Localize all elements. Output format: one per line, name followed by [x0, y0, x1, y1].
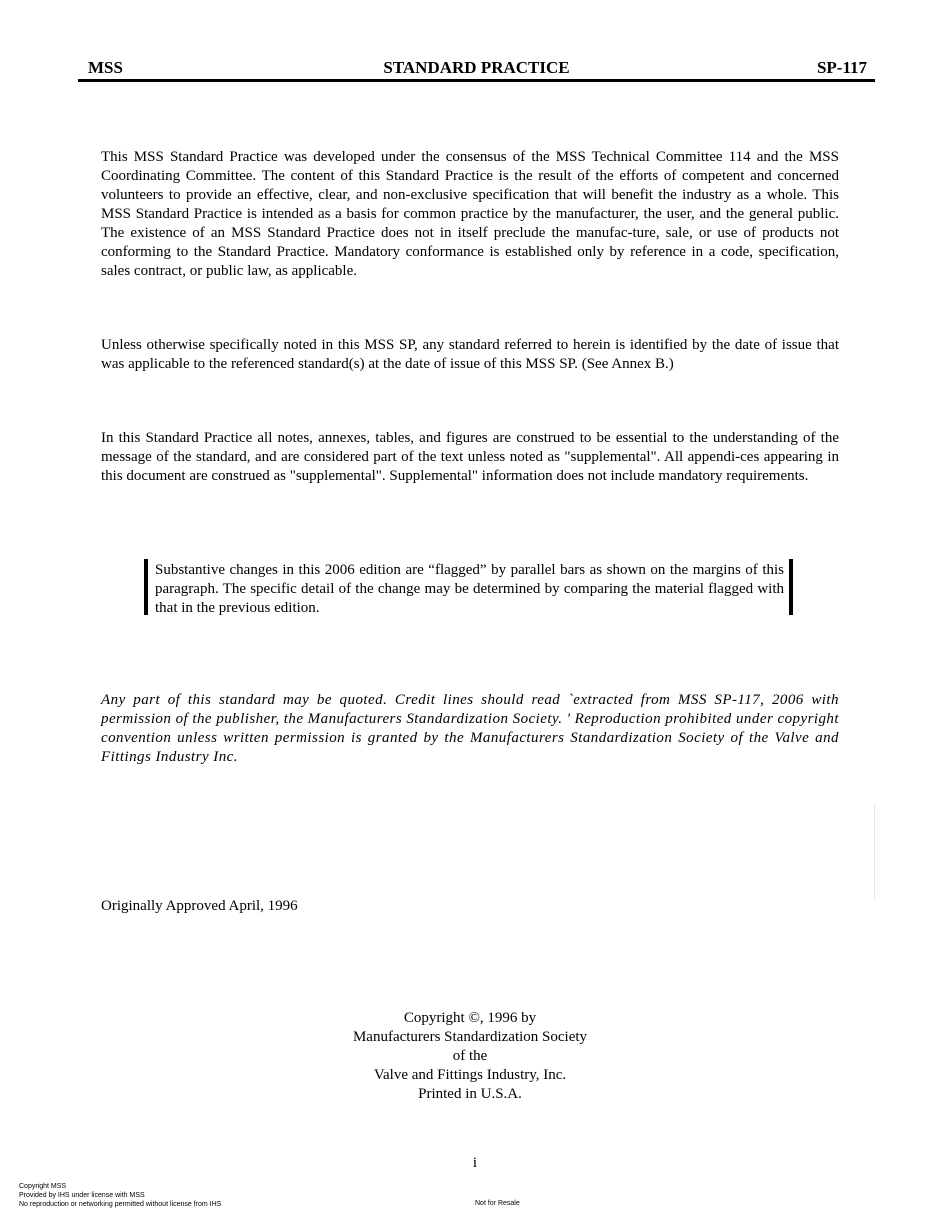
license-footer: [19, 1182, 221, 1209]
supplemental-paragraph: In this Standard Practice all notes, annexes, tables, and figures are construed to be essential to the understanding of the message of the standard, and are considered part of the text unless noted as "supplemental". All appendi-ces appearing in this document are construed as "supplemental". Supplemental" information does not include mandatory requirements.: [101, 430, 839, 484]
header-org: MSS: [88, 58, 123, 77]
copyright-line: Copyright ©, 1996 by: [403, 1010, 537, 1026]
flagged-changes-note: [144, 559, 793, 615]
footer-provider: Provided by IHS under license with MSS: [19, 1192, 145, 1199]
referenced-standards-paragraph: Unless otherwise specifically noted in this MSS SP, any standard referred to herein is identified by the date of issue that was applicable to the referenced standard(s) at the date of issue of this MSS SP. (See Annex B.): [101, 337, 839, 372]
header-doc-number: SP-117: [816, 58, 867, 77]
header-title: STANDARD PRACTICE: [383, 58, 570, 77]
not-for-resale-notice: Not for Resale: [475, 1200, 520, 1207]
page-header: [78, 57, 875, 82]
approval-date: Originally Approved April, 1996: [101, 898, 298, 914]
publisher-name: Manufacturers Standardization Society: [352, 1029, 588, 1045]
margin-scan-marks: [874, 805, 877, 900]
footer-reproduction-notice: No reproduction or networking permitted without license from IHS: [19, 1201, 222, 1208]
page-number: i: [472, 1155, 478, 1171]
copyright-block: [270, 1009, 670, 1104]
quotation-permission-notice: Any part of this standard may be quoted. Credit lines should read `extracted from MSS SP-117, 2006 with permission of the publisher, the Manufacturers Standardization Society. ' Reproduction prohibited under copyright convention unless written permission is granted by the Manufacturers Standardization Society of the Valve and Fittings Industry Inc.: [101, 692, 839, 765]
printed-location: Printed in U.S.A.: [418, 1086, 522, 1102]
development-paragraph: This MSS Standard Practice was developed under the consensus of the MSS Technical Committee 114 and the MSS Coordinating Committee. The content of this Standard Practice is the result of the efforts of competent and concerned volunteers to provide an effective, clear, and non-exclusive specification that will benefit the industry as a whole. This MSS Standard Practice is intended as a basis for common practice by the manufacturer, the user, and the general public. The existence of an MSS Standard Practice does not in itself preclude the manufac-ture, sale, or use of products not conforming to the Standard Practice. Mandatory conformance is established only by reference in a code, specification, sales contract, or public law, as applicable.: [101, 149, 839, 279]
change-flag-bar-left: [144, 559, 148, 615]
flagged-note-text: Substantive changes in this 2006 edition are “flagged” by parallel bars as shown on the margins of this paragraph. The specific detail of the change may be determined by comparing the material flagged with that in the previous edition.: [155, 562, 784, 616]
change-flag-bar-right: [789, 559, 793, 615]
publisher-name-cont: of the: [452, 1048, 488, 1064]
footer-copyright: Copyright MSS: [19, 1183, 67, 1190]
publisher-industry: Valve and Fittings Industry, Inc.: [373, 1067, 567, 1083]
